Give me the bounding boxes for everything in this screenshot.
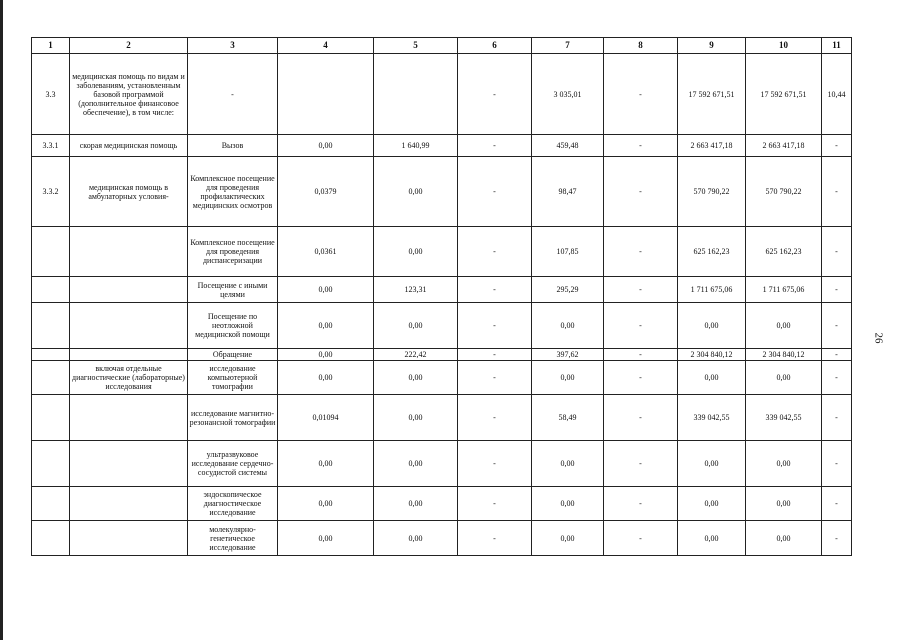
cell-c9: 0,00 bbox=[678, 487, 746, 521]
cell-c11: - bbox=[822, 487, 852, 521]
cell-c6: - bbox=[458, 303, 532, 349]
cell-c10: 1 711 675,06 bbox=[746, 277, 822, 303]
cell-c7: 0,00 bbox=[532, 361, 604, 395]
row-unit: молекулярно-генетическое исследование bbox=[188, 521, 278, 556]
cell-c5 bbox=[374, 54, 458, 135]
table-row bbox=[32, 135, 852, 157]
tariff-table bbox=[31, 37, 852, 556]
cell-c8: - bbox=[604, 135, 678, 157]
cell-c7: 98,47 bbox=[532, 157, 604, 227]
row-unit: Вызов bbox=[188, 135, 278, 157]
row-code: 3.3 bbox=[32, 54, 70, 135]
cell-c8: - bbox=[604, 157, 678, 227]
col-header-11: 11 bbox=[822, 38, 852, 54]
cell-c6: - bbox=[458, 157, 532, 227]
cell-c7: 0,00 bbox=[532, 487, 604, 521]
cell-c4: 0,00 bbox=[278, 303, 374, 349]
table-row bbox=[32, 54, 852, 135]
cell-c9: 0,00 bbox=[678, 361, 746, 395]
cell-c9: 0,00 bbox=[678, 303, 746, 349]
row-code bbox=[32, 349, 70, 361]
cell-c11: - bbox=[822, 303, 852, 349]
cell-c8: - bbox=[604, 54, 678, 135]
cell-c4: 0,00 bbox=[278, 521, 374, 556]
cell-c5: 0,00 bbox=[374, 227, 458, 277]
cell-c9: 17 592 671,51 bbox=[678, 54, 746, 135]
page-number: 26 bbox=[872, 332, 885, 344]
cell-c9: 1 711 675,06 bbox=[678, 277, 746, 303]
cell-c5: 0,00 bbox=[374, 303, 458, 349]
col-header-1: 1 bbox=[32, 38, 70, 54]
col-header-8: 8 bbox=[604, 38, 678, 54]
cell-c11: - bbox=[822, 135, 852, 157]
row-unit: Комплексное посещение для проведения диспансеризации bbox=[188, 227, 278, 277]
row-name bbox=[70, 227, 188, 277]
row-code bbox=[32, 303, 70, 349]
cell-c8: - bbox=[604, 227, 678, 277]
cell-c10: 0,00 bbox=[746, 361, 822, 395]
row-unit: Комплексное посещение для проведения профилактических медицинских осмотров bbox=[188, 157, 278, 227]
cell-c10: 339 042,55 bbox=[746, 395, 822, 441]
row-code bbox=[32, 487, 70, 521]
row-unit: исследование магнитно-резонансной томографии bbox=[188, 395, 278, 441]
col-header-6: 6 bbox=[458, 38, 532, 54]
cell-c11: 10,44 bbox=[822, 54, 852, 135]
row-name: скорая медицинская помощь bbox=[70, 135, 188, 157]
cell-c6: - bbox=[458, 54, 532, 135]
cell-c4: 0,0361 bbox=[278, 227, 374, 277]
cell-c8: - bbox=[604, 521, 678, 556]
cell-c6: - bbox=[458, 487, 532, 521]
cell-c7: 58,49 bbox=[532, 395, 604, 441]
row-code bbox=[32, 227, 70, 277]
cell-c5: 123,31 bbox=[374, 277, 458, 303]
table-row bbox=[32, 441, 852, 487]
row-code: 3.3.1 bbox=[32, 135, 70, 157]
col-header-10: 10 bbox=[746, 38, 822, 54]
row-code bbox=[32, 277, 70, 303]
col-header-3: 3 bbox=[188, 38, 278, 54]
row-name: медицинская помощь по видам и заболеваниям, установленным базовой программой (дополнительное финансовое обеспечение), в том числе: bbox=[70, 54, 188, 135]
row-code bbox=[32, 361, 70, 395]
table-row bbox=[32, 303, 852, 349]
cell-c11: - bbox=[822, 395, 852, 441]
cell-c5: 0,00 bbox=[374, 487, 458, 521]
cell-c8: - bbox=[604, 487, 678, 521]
cell-c10: 0,00 bbox=[746, 303, 822, 349]
row-name bbox=[70, 303, 188, 349]
cell-c6: - bbox=[458, 521, 532, 556]
cell-c10: 625 162,23 bbox=[746, 227, 822, 277]
cell-c6: - bbox=[458, 227, 532, 277]
cell-c10: 2 304 840,12 bbox=[746, 349, 822, 361]
row-unit: Посещение с иными целями bbox=[188, 277, 278, 303]
cell-c4 bbox=[278, 54, 374, 135]
row-name bbox=[70, 277, 188, 303]
cell-c8: - bbox=[604, 361, 678, 395]
cell-c11: - bbox=[822, 361, 852, 395]
cell-c4: 0,00 bbox=[278, 361, 374, 395]
table-row bbox=[32, 227, 852, 277]
cell-c6: - bbox=[458, 361, 532, 395]
cell-c6: - bbox=[458, 441, 532, 487]
row-unit: эндоскопическое диагностическое исследование bbox=[188, 487, 278, 521]
row-name bbox=[70, 349, 188, 361]
cell-c8: - bbox=[604, 303, 678, 349]
cell-c4: 0,00 bbox=[278, 487, 374, 521]
row-code: 3.3.2 bbox=[32, 157, 70, 227]
cell-c5: 0,00 bbox=[374, 521, 458, 556]
col-header-2: 2 bbox=[70, 38, 188, 54]
cell-c11: - bbox=[822, 441, 852, 487]
row-code bbox=[32, 521, 70, 556]
cell-c5: 1 640,99 bbox=[374, 135, 458, 157]
cell-c6: - bbox=[458, 135, 532, 157]
cell-c10: 0,00 bbox=[746, 487, 822, 521]
cell-c8: - bbox=[604, 277, 678, 303]
cell-c10: 0,00 bbox=[746, 521, 822, 556]
cell-c4: 0,00 bbox=[278, 441, 374, 487]
table-row bbox=[32, 487, 852, 521]
table-row bbox=[32, 277, 852, 303]
row-name bbox=[70, 441, 188, 487]
cell-c9: 339 042,55 bbox=[678, 395, 746, 441]
cell-c11: - bbox=[822, 349, 852, 361]
table-row bbox=[32, 361, 852, 395]
row-unit: Посещение по неотложной медицинской помощи bbox=[188, 303, 278, 349]
cell-c4: 0,00 bbox=[278, 277, 374, 303]
col-header-7: 7 bbox=[532, 38, 604, 54]
table-row bbox=[32, 521, 852, 556]
cell-c5: 0,00 bbox=[374, 157, 458, 227]
cell-c9: 2 663 417,18 bbox=[678, 135, 746, 157]
cell-c7: 0,00 bbox=[532, 441, 604, 487]
cell-c10: 2 663 417,18 bbox=[746, 135, 822, 157]
header-row bbox=[32, 38, 852, 54]
cell-c10: 570 790,22 bbox=[746, 157, 822, 227]
cell-c7: 295,29 bbox=[532, 277, 604, 303]
row-code bbox=[32, 395, 70, 441]
cell-c8: - bbox=[604, 441, 678, 487]
page-edge-mark bbox=[0, 0, 3, 640]
row-name bbox=[70, 487, 188, 521]
table-row bbox=[32, 157, 852, 227]
cell-c4: 0,0379 bbox=[278, 157, 374, 227]
cell-c9: 0,00 bbox=[678, 441, 746, 487]
cell-c5: 0,00 bbox=[374, 395, 458, 441]
cell-c9: 570 790,22 bbox=[678, 157, 746, 227]
cell-c5: 0,00 bbox=[374, 441, 458, 487]
cell-c7: 0,00 bbox=[532, 521, 604, 556]
cell-c7: 3 035,01 bbox=[532, 54, 604, 135]
cell-c10: 17 592 671,51 bbox=[746, 54, 822, 135]
row-unit: ультразвуковое исследование сердечно-сосудистой системы bbox=[188, 441, 278, 487]
row-name: медицинская помощь в амбулаторных условия- bbox=[70, 157, 188, 227]
cell-c6: - bbox=[458, 395, 532, 441]
cell-c11: - bbox=[822, 157, 852, 227]
cell-c10: 0,00 bbox=[746, 441, 822, 487]
col-header-5: 5 bbox=[374, 38, 458, 54]
col-header-4: 4 bbox=[278, 38, 374, 54]
cell-c8: - bbox=[604, 349, 678, 361]
row-code bbox=[32, 441, 70, 487]
cell-c9: 2 304 840,12 bbox=[678, 349, 746, 361]
row-name bbox=[70, 521, 188, 556]
table-row bbox=[32, 349, 852, 361]
row-unit: - bbox=[188, 54, 278, 135]
col-header-9: 9 bbox=[678, 38, 746, 54]
cell-c7: 107,85 bbox=[532, 227, 604, 277]
cell-c4: 0,00 bbox=[278, 349, 374, 361]
row-unit: Обращение bbox=[188, 349, 278, 361]
cell-c4: 0,01094 bbox=[278, 395, 374, 441]
cell-c5: 222,42 bbox=[374, 349, 458, 361]
cell-c11: - bbox=[822, 277, 852, 303]
cell-c7: 0,00 bbox=[532, 303, 604, 349]
cell-c11: - bbox=[822, 227, 852, 277]
row-unit: исследование компьютерной томографии bbox=[188, 361, 278, 395]
cell-c6: - bbox=[458, 349, 532, 361]
row-name bbox=[70, 395, 188, 441]
cell-c11: - bbox=[822, 521, 852, 556]
table-row bbox=[32, 395, 852, 441]
cell-c5: 0,00 bbox=[374, 361, 458, 395]
cell-c4: 0,00 bbox=[278, 135, 374, 157]
cell-c8: - bbox=[604, 395, 678, 441]
cell-c9: 625 162,23 bbox=[678, 227, 746, 277]
cell-c7: 397,62 bbox=[532, 349, 604, 361]
cell-c7: 459,48 bbox=[532, 135, 604, 157]
cell-c6: - bbox=[458, 277, 532, 303]
cell-c9: 0,00 bbox=[678, 521, 746, 556]
row-name: включая отдельные диагностические (лабораторные) исследования bbox=[70, 361, 188, 395]
